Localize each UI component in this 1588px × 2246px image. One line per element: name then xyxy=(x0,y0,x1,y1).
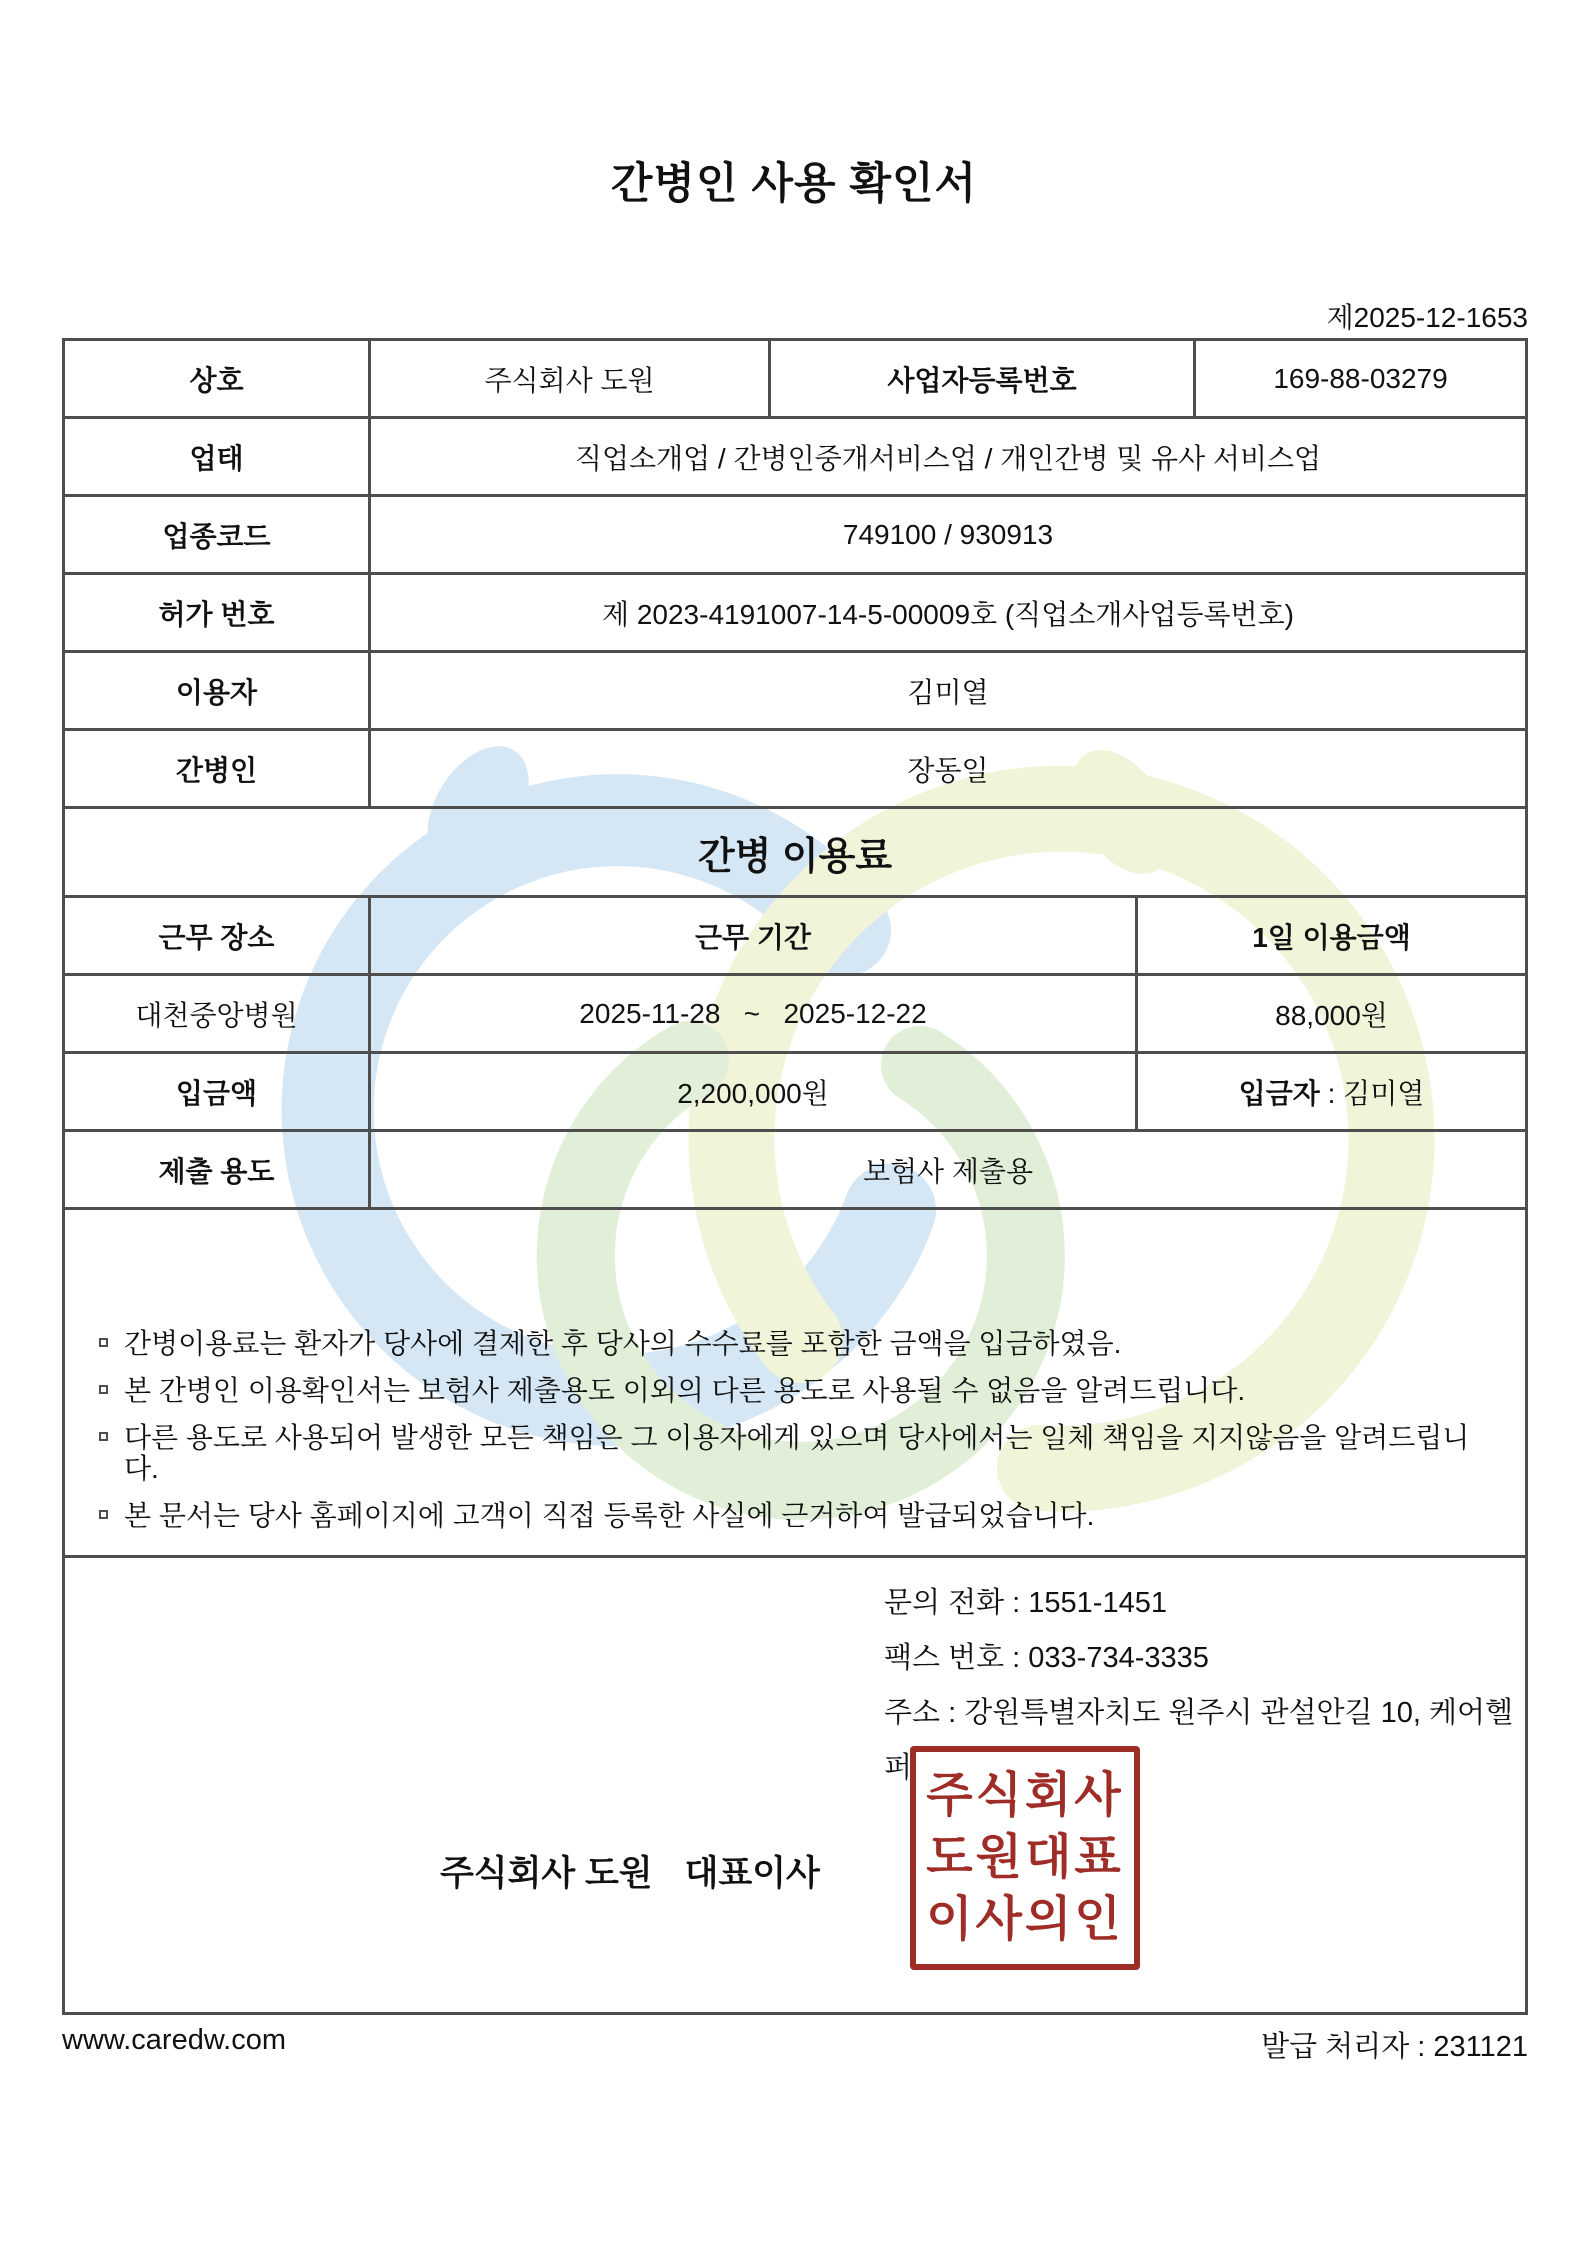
footer-website: www.caredw.com xyxy=(62,2024,287,2056)
table-row-fee-columns xyxy=(65,895,1525,973)
biz-type-label: 업태 xyxy=(189,442,244,474)
contact-fax: 팩스 번호 : 033-734-3335 xyxy=(884,1642,1209,1674)
biz-type-value: 직업소개업 / 간병인중개서비스업 / 개인간병 및 유사 서비스업 xyxy=(368,419,1525,494)
note-text: 다른 용도로 사용되어 발생한 모든 책임은 그 이용자에게 있으며 당사에서는 일체 책임을 지지않음을 알려드립니다. xyxy=(124,1422,1470,1484)
caregiver-label: 간병인 xyxy=(175,754,258,786)
seal-text-line: 도원대표 xyxy=(926,1831,1124,1884)
purpose-value: 보험사 제출용 xyxy=(368,1132,1525,1207)
work-period-value: 2025-11-28 ~ 2025-12-22 xyxy=(368,976,1135,1051)
business-reg-label: 사업자등록번호 xyxy=(768,341,1193,416)
permit-value: 제 2023-4191007-14-5-00009호 (직업소개사업등록번호) xyxy=(368,575,1525,650)
signature-cell xyxy=(65,1558,1525,2012)
note-text: 본 문서는 당사 홈페이지에 고객이 직접 등록한 사실에 근거하여 발급되었습니다. xyxy=(124,1500,1095,1531)
page-footer xyxy=(62,2024,1528,2065)
permit-label: 허가 번호 xyxy=(158,598,275,630)
table-row-company xyxy=(65,341,1525,416)
table-row-deposit xyxy=(65,1051,1525,1129)
contact-phone: 문의 전화 : 1551-1451 xyxy=(884,1587,1167,1619)
note-item xyxy=(99,1422,1495,1484)
note-text: 간병이용료는 환자가 당사에 결제한 후 당사의 수수료를 포함한 금액을 입금하였음. xyxy=(124,1328,1122,1359)
company-name-label: 상호 xyxy=(189,364,244,396)
page-title: 간병인 사용 확인서 xyxy=(610,160,978,208)
purpose-label: 제출 용도 xyxy=(158,1155,275,1187)
table-row-fee-header xyxy=(65,806,1525,895)
note-item xyxy=(99,1328,1121,1359)
table-row-biz-type xyxy=(65,416,1525,494)
square-bullet-icon xyxy=(99,1385,108,1394)
depositor-name: : 김미열 xyxy=(1319,1077,1425,1109)
table-row-biz-code xyxy=(65,494,1525,572)
daily-fee-value: 88,000원 xyxy=(1135,976,1525,1051)
table-row-permit xyxy=(65,572,1525,650)
seal-text-line: 주식회사 xyxy=(926,1769,1124,1822)
table-row-fee-values xyxy=(65,973,1525,1051)
user-label: 이용자 xyxy=(175,676,258,708)
biz-code-label: 업종코드 xyxy=(162,520,271,552)
square-bullet-icon xyxy=(99,1338,108,1347)
table-row-user xyxy=(65,650,1525,728)
signature-line xyxy=(440,1846,820,1896)
notes-cell xyxy=(65,1210,1525,1555)
depositor-label: 입금자 xyxy=(1238,1077,1320,1109)
corporate-seal-stamp xyxy=(910,1746,1140,1970)
table-row-caregiver xyxy=(65,728,1525,806)
document-number: 제2025-12-1653 xyxy=(1326,302,1528,333)
deposit-label: 입금액 xyxy=(175,1077,258,1109)
work-place-value: 대천중앙병원 xyxy=(135,999,298,1031)
contact-address: 주소 : 강원특별자치도 원주시 관설안길 10, 케어헬퍼 xyxy=(884,1697,1513,1784)
work-place-header: 근무 장소 xyxy=(158,921,275,953)
caregiver-value: 장동일 xyxy=(368,731,1525,806)
note-item xyxy=(99,1500,1094,1531)
biz-code-value: 749100 / 930913 xyxy=(368,497,1525,572)
signature-company: 주식회사 도원 xyxy=(440,1854,653,1893)
table-row-notes xyxy=(65,1207,1525,1555)
square-bullet-icon xyxy=(99,1510,108,1519)
table-row-purpose xyxy=(65,1129,1525,1207)
deposit-value: 2,200,000원 xyxy=(368,1054,1135,1129)
daily-fee-header: 1일 이용금액 xyxy=(1135,898,1525,973)
square-bullet-icon xyxy=(99,1432,108,1441)
note-item xyxy=(99,1375,1245,1406)
company-name-value: 주식회사 도원 xyxy=(368,341,768,416)
footer-issuer: 발급 처리자 : 231121 xyxy=(1261,2031,1528,2063)
signature-role: 대표이사 xyxy=(684,1854,820,1893)
confirmation-table xyxy=(62,338,1528,2015)
work-period-header: 근무 기간 xyxy=(368,898,1135,973)
table-row-signature xyxy=(65,1555,1525,2012)
seal-text-line: 이사의인 xyxy=(926,1893,1124,1946)
fee-section-header: 간병 이용료 xyxy=(697,835,893,878)
user-value: 김미열 xyxy=(368,653,1525,728)
depositor-cell xyxy=(1135,1054,1525,1129)
note-text: 본 간병인 이용확인서는 보험사 제출용도 이외의 다른 용도로 사용될 수 없음을 알려드립니다. xyxy=(124,1375,1246,1406)
business-reg-value: 169-88-03279 xyxy=(1193,341,1525,416)
